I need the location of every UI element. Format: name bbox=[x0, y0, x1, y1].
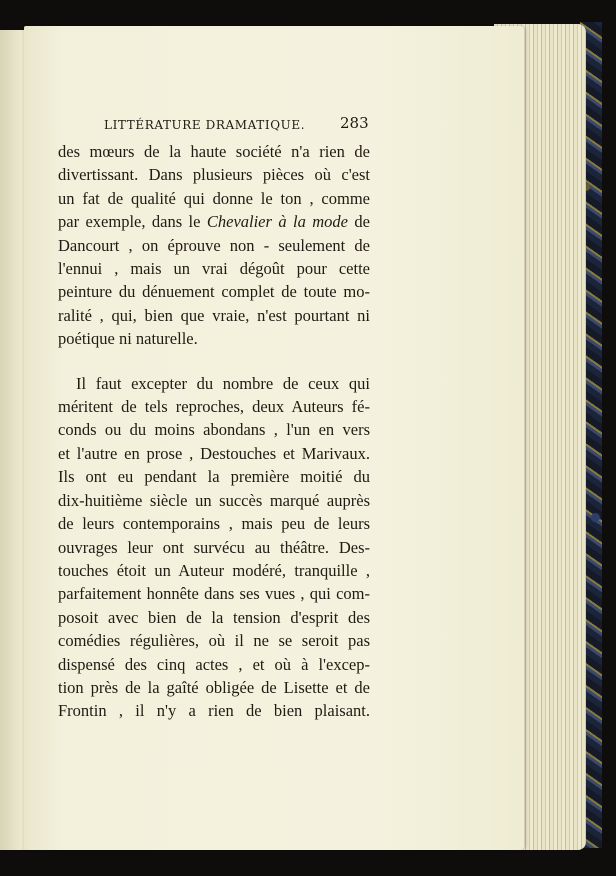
text-line: dix-huitième siècle un succès marqué auprès bbox=[58, 490, 370, 510]
page-number: 283 bbox=[340, 114, 369, 132]
text-line bbox=[58, 210, 370, 233]
text-line: méritent de tels reproches, deux Auteurs fé- bbox=[58, 397, 370, 417]
text-line: l'ennui , mais un vrai dégoût pour cette bbox=[58, 259, 370, 279]
text-line: divertissant. Dans plusieurs pièces où c'est bbox=[58, 165, 370, 185]
text-line: poétique ni naturelle. bbox=[58, 329, 198, 349]
paragraph-2 bbox=[58, 372, 370, 723]
text-line: Dancourt , on éprouve non - seulement de bbox=[58, 235, 370, 255]
text-line: tion près de la gaîté obligée de Lisette et de bbox=[58, 677, 370, 697]
text-line: des mœurs de la haute société n'a rien de bbox=[58, 142, 370, 161]
text-line: ralité , qui, bien que vraie, n'est pourtant ni bbox=[58, 305, 370, 325]
paragraph-1 bbox=[58, 140, 370, 351]
text-segment: de bbox=[354, 212, 370, 232]
text-line: ouvrages leur ont survécu au théâtre. Des- bbox=[58, 537, 370, 557]
work-title: Chevalier à la mode bbox=[206, 212, 348, 232]
text-line: dispensé des cinq actes , et où à l'excep- bbox=[58, 654, 370, 674]
text-line: Frontin , il n'y a rien de bien plaisant. bbox=[58, 701, 370, 721]
text-line: et l'autre en prose , Destouches et Marivaux. bbox=[58, 443, 370, 463]
text-line: comédies régulières, où il ne se seroit pas bbox=[58, 631, 370, 651]
text-line: un fat de qualité qui donne le ton , comme bbox=[58, 188, 370, 208]
running-title: LITTÉRATURE DRAMATIQUE. bbox=[104, 118, 306, 132]
text-line: parfaitement honnête dans ses vues , qui com- bbox=[58, 584, 370, 604]
text-line: conds ou du moins abondans , l'un en vers bbox=[58, 420, 370, 440]
text-line: Il faut excepter du nombre de ceux qui bbox=[76, 373, 370, 393]
text-segment: par exemple, dans le bbox=[58, 212, 201, 232]
text-line: peinture du dénuement complet de toute mo- bbox=[58, 282, 370, 302]
body-text bbox=[58, 140, 370, 723]
text-line: posoit avec bien de la tension d'esprit des bbox=[58, 607, 370, 627]
text-line: touches étoit un Auteur modéré, tranquille , bbox=[58, 560, 370, 580]
text-line: de leurs contemporains , mais peu de leurs bbox=[58, 514, 370, 534]
text-line: Ils ont eu pendant la première moitié du bbox=[58, 467, 370, 487]
paragraph-gap bbox=[58, 351, 370, 372]
